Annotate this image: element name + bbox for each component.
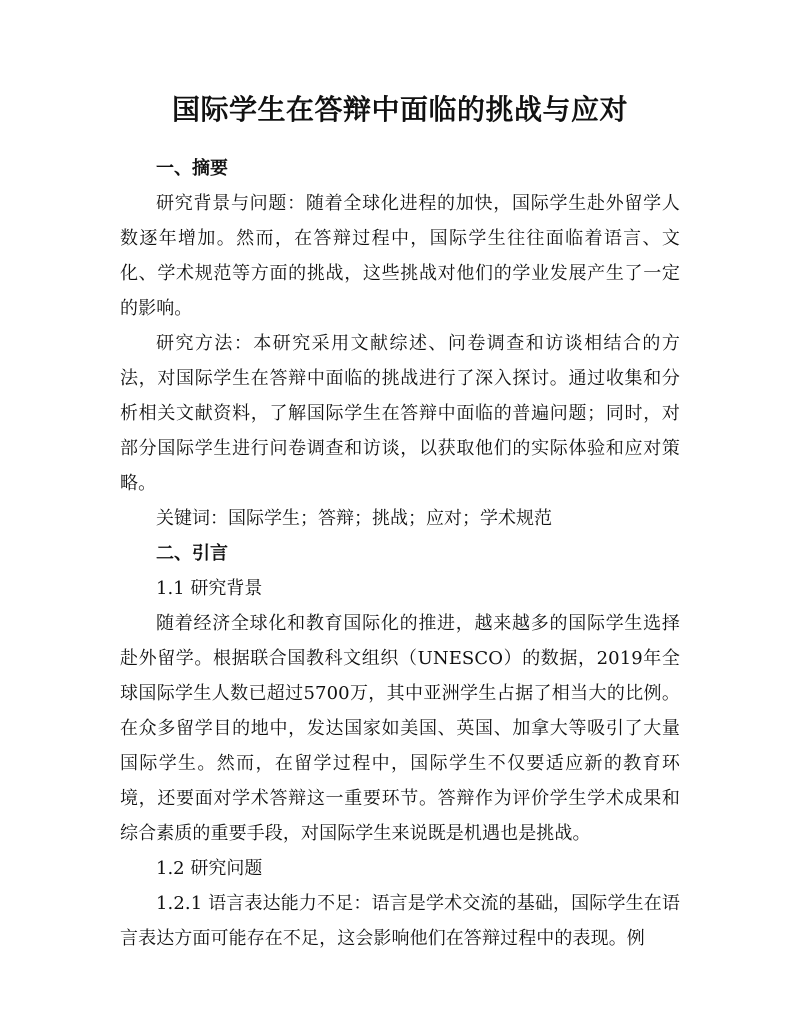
abstract-method-paragraph: 研究方法：本研究采用文献综述、问卷调查和访谈相结合的方法，对国际学生在答辩中面临的挑战进行了深入探讨。通过收集和分析相关文献资料，了解国际学生在答辩中面临的普遍问题；同时，对部分国际学生进行问卷调查和访谈，以获取他们的实际体验和应对策略。	[120, 333, 680, 494]
subsection-heading-research-questions: 1.2 研究问题	[156, 858, 263, 879]
document-title: 国际学生在答辩中面临的挑战与应对	[171, 93, 628, 126]
subsection-heading-research-background: 1.1 研究背景	[156, 578, 263, 599]
keywords-line: 关键词：国际学生；答辩；挑战；应对；学术规范	[156, 508, 552, 529]
section-heading-introduction: 二、引言	[156, 543, 228, 564]
abstract-background-paragraph: 研究背景与问题：随着全球化进程的加快，国际学生赴外留学人数逐年增加。然而，在答辩过程中，国际学生往往面临着语言、文化、学术规范等方面的挑战，这些挑战对他们的学业发展产生了一定的影响。	[120, 193, 680, 319]
section-heading-abstract: 一、摘要	[156, 158, 228, 179]
research-question-item-1: 1.2.1 语言表达能力不足：语言是学术交流的基础，国际学生在语言表达方面可能存在不足，这会影响他们在答辩过程中的表现。例	[120, 893, 680, 949]
research-background-paragraph: 随着经济全球化和教育国际化的推进，越来越多的国际学生选择赴外留学。根据联合国教科文组织（UNESCO）的数据，2019年全球国际学生人数已超过5700万，其中亚洲学生占据了相当大的比例。在众多留学目的地中，发达国家如美国、英国、加拿大等吸引了大量国际学生。然而，在留学过程中，国际学生不仅要适应新的教育环境，还要面对学术答辩这一重要环节。答辩作为评价学生学术成果和综合素质的重要手段，对国际学生来说既是机遇也是挑战。	[120, 613, 680, 844]
